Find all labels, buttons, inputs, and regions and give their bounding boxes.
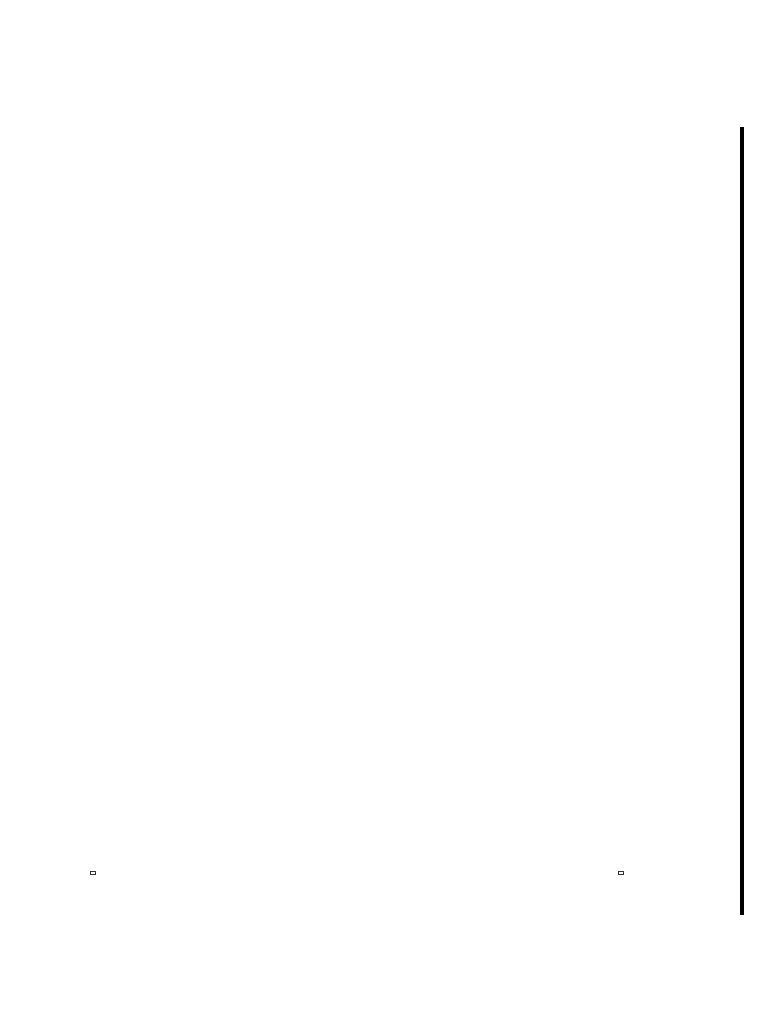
drawing-ref-left <box>90 871 96 875</box>
drawing-ref-right <box>618 871 624 875</box>
